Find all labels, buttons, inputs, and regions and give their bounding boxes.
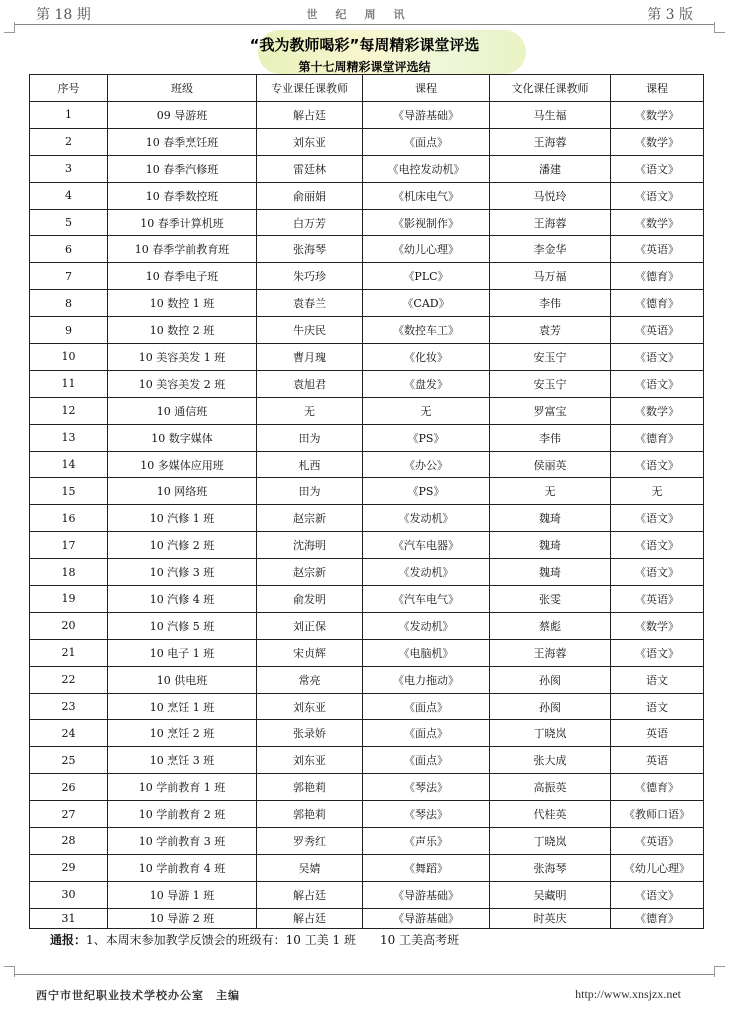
cell-culture-course: 《数学》 xyxy=(611,612,704,639)
table-row xyxy=(30,612,704,639)
cell-culture-course: 《数学》 xyxy=(611,128,704,155)
table-row xyxy=(30,693,704,720)
cell-culture-course: 无 xyxy=(611,478,704,505)
col-header-major-course: 课程 xyxy=(363,75,490,102)
notice-text: 1、本周末参加教学反馈会的班级有：10 工美 1 班 10 工美高考班 xyxy=(86,933,460,947)
cell-index: 28 xyxy=(30,828,108,855)
cell-index: 27 xyxy=(30,801,108,828)
cell-culture-course: 《语文》 xyxy=(611,639,704,666)
cell-class: 10 通信班 xyxy=(108,397,257,424)
cell-culture-teacher: 王海蓉 xyxy=(490,209,611,236)
cell-class: 10 学前教育 3 班 xyxy=(108,828,257,855)
cell-major-teacher: 罗秀红 xyxy=(257,828,363,855)
cell-culture-course: 《数学》 xyxy=(611,397,704,424)
cell-index: 12 xyxy=(30,397,108,424)
cell-culture-teacher: 张雯 xyxy=(490,586,611,613)
crop-mark-top-left xyxy=(4,22,15,33)
cell-major-course: 《PS》 xyxy=(363,478,490,505)
cell-culture-teacher: 丁晓岚 xyxy=(490,828,611,855)
cell-class: 09 导游班 xyxy=(108,102,257,129)
table-row xyxy=(30,586,704,613)
cell-culture-course: 《英语》 xyxy=(611,236,704,263)
cell-index: 11 xyxy=(30,370,108,397)
cell-culture-course: 英语 xyxy=(611,747,704,774)
cell-major-teacher: 刘东亚 xyxy=(257,128,363,155)
cell-culture-course: 《英语》 xyxy=(611,828,704,855)
cell-major-teacher: 刘东亚 xyxy=(257,747,363,774)
cell-major-course: 《琴法》 xyxy=(363,801,490,828)
cell-major-course: 《导游基础》 xyxy=(363,908,490,928)
cell-major-course: 《舞蹈》 xyxy=(363,854,490,881)
table-row xyxy=(30,801,704,828)
cell-index: 29 xyxy=(30,854,108,881)
cell-major-course: 《发动机》 xyxy=(363,559,490,586)
cell-major-teacher: 解占廷 xyxy=(257,102,363,129)
cell-major-teacher: 解占廷 xyxy=(257,908,363,928)
table-row xyxy=(30,774,704,801)
cell-index: 31 xyxy=(30,908,108,928)
cell-major-teacher: 袁春兰 xyxy=(257,290,363,317)
table-row xyxy=(30,559,704,586)
crop-mark-bottom-right xyxy=(714,966,725,977)
crop-mark-bottom-left xyxy=(4,966,15,977)
cell-major-teacher: 张录娇 xyxy=(257,720,363,747)
cell-major-course: 《电力拖动》 xyxy=(363,666,490,693)
table-row xyxy=(30,720,704,747)
header-divider xyxy=(14,24,715,25)
table-row xyxy=(30,102,704,129)
cell-index: 30 xyxy=(30,881,108,908)
cell-class: 10 学前教育 2 班 xyxy=(108,801,257,828)
table-header-row xyxy=(30,75,704,102)
cell-major-teacher: 曹月瑰 xyxy=(257,344,363,371)
cell-major-teacher: 雷廷林 xyxy=(257,155,363,182)
cell-index: 3 xyxy=(30,155,108,182)
cell-culture-course: 《数学》 xyxy=(611,102,704,129)
cell-culture-teacher: 蔡彪 xyxy=(490,612,611,639)
cell-major-teacher: 宋贞辉 xyxy=(257,639,363,666)
page-title: “我为教师喝彩”每周精彩课堂评选 xyxy=(249,36,480,54)
cell-major-teacher: 田为 xyxy=(257,478,363,505)
cell-index: 9 xyxy=(30,317,108,344)
cell-index: 23 xyxy=(30,693,108,720)
table-row xyxy=(30,505,704,532)
cell-major-course: 《面点》 xyxy=(363,720,490,747)
cell-major-teacher: 赵宗新 xyxy=(257,505,363,532)
cell-major-teacher: 沈海明 xyxy=(257,532,363,559)
cell-class: 10 美容美发 2 班 xyxy=(108,370,257,397)
cell-major-course: 《影视制作》 xyxy=(363,209,490,236)
cell-class: 10 烹饪 1 班 xyxy=(108,693,257,720)
cell-major-teacher: 札西 xyxy=(257,451,363,478)
cell-major-course: 《汽车电器》 xyxy=(363,532,490,559)
cell-culture-teacher: 李伟 xyxy=(490,290,611,317)
cell-major-teacher: 白万芳 xyxy=(257,209,363,236)
cell-major-course: 无 xyxy=(363,397,490,424)
footer-divider xyxy=(14,974,715,975)
cell-major-course: 《电脑机》 xyxy=(363,639,490,666)
table-row xyxy=(30,666,704,693)
cell-culture-teacher: 张海琴 xyxy=(490,854,611,881)
cell-culture-course: 《德育》 xyxy=(611,263,704,290)
cell-major-teacher: 俞发明 xyxy=(257,586,363,613)
cell-culture-teacher: 李金华 xyxy=(490,236,611,263)
cell-major-course: 《面点》 xyxy=(363,747,490,774)
cell-culture-teacher: 魏琦 xyxy=(490,559,611,586)
cell-major-teacher: 刘东亚 xyxy=(257,693,363,720)
cell-culture-course: 《英语》 xyxy=(611,586,704,613)
cell-culture-course: 英语 xyxy=(611,720,704,747)
cell-major-course: 《PS》 xyxy=(363,424,490,451)
cell-culture-teacher: 王海蓉 xyxy=(490,128,611,155)
cell-major-course: 《面点》 xyxy=(363,128,490,155)
cell-class: 10 春季烹饪班 xyxy=(108,128,257,155)
table-row xyxy=(30,451,704,478)
cell-culture-teacher: 代桂英 xyxy=(490,801,611,828)
cell-culture-course: 《语文》 xyxy=(611,451,704,478)
cell-culture-teacher: 马悦玲 xyxy=(490,182,611,209)
cell-major-teacher: 朱巧珍 xyxy=(257,263,363,290)
cell-culture-course: 《德育》 xyxy=(611,290,704,317)
cell-culture-course: 《语文》 xyxy=(611,155,704,182)
cell-culture-teacher: 侯丽英 xyxy=(490,451,611,478)
table-row xyxy=(30,128,704,155)
cell-index: 22 xyxy=(30,666,108,693)
cell-culture-course: 《语文》 xyxy=(611,881,704,908)
cell-major-course: 《发动机》 xyxy=(363,505,490,532)
cell-culture-course: 《德育》 xyxy=(611,424,704,451)
cell-class: 10 数字媒体 xyxy=(108,424,257,451)
cell-culture-teacher: 孙阂 xyxy=(490,693,611,720)
cell-culture-course: 《数学》 xyxy=(611,209,704,236)
cell-major-teacher: 袁旭君 xyxy=(257,370,363,397)
cell-major-teacher: 郭艳莉 xyxy=(257,774,363,801)
table-row xyxy=(30,532,704,559)
cell-culture-course: 《德育》 xyxy=(611,774,704,801)
newspaper-name: 世纪周讯 xyxy=(306,8,423,21)
cell-index: 18 xyxy=(30,559,108,586)
cell-class: 10 供电班 xyxy=(108,666,257,693)
cell-culture-teacher: 马万福 xyxy=(490,263,611,290)
table-row xyxy=(30,424,704,451)
cell-class: 10 汽修 3 班 xyxy=(108,559,257,586)
cell-major-course: 《面点》 xyxy=(363,693,490,720)
cell-culture-teacher: 安玉宁 xyxy=(490,370,611,397)
cell-culture-teacher: 魏琦 xyxy=(490,532,611,559)
cell-culture-teacher: 张大成 xyxy=(490,747,611,774)
cell-class: 10 春季计算机班 xyxy=(108,209,257,236)
col-header-index: 序号 xyxy=(30,75,108,102)
cell-major-course: 《化妆》 xyxy=(363,344,490,371)
table-row xyxy=(30,747,704,774)
cell-culture-course: 《语文》 xyxy=(611,532,704,559)
cell-class: 10 多媒体应用班 xyxy=(108,451,257,478)
cell-culture-course: 《语文》 xyxy=(611,370,704,397)
cell-index: 10 xyxy=(30,344,108,371)
cell-culture-course: 《语文》 xyxy=(611,559,704,586)
cell-major-course: 《电控发动机》 xyxy=(363,155,490,182)
page-subtitle: 第十七周精彩课堂评选结 xyxy=(298,60,431,74)
cell-major-teacher: 田为 xyxy=(257,424,363,451)
cell-index: 7 xyxy=(30,263,108,290)
cell-class: 10 汽修 2 班 xyxy=(108,532,257,559)
cell-index: 21 xyxy=(30,639,108,666)
cell-major-course: 《琴法》 xyxy=(363,774,490,801)
cell-class: 10 汽修 4 班 xyxy=(108,586,257,613)
cell-culture-teacher: 李伟 xyxy=(490,424,611,451)
cell-index: 1 xyxy=(30,102,108,129)
cell-culture-teacher: 孙阂 xyxy=(490,666,611,693)
cell-index: 14 xyxy=(30,451,108,478)
cell-class: 10 导游 2 班 xyxy=(108,908,257,928)
table-row xyxy=(30,344,704,371)
cell-class: 10 烹饪 3 班 xyxy=(108,747,257,774)
footer-editor: 西宁市世纪职业技术学校办公室 主编 xyxy=(36,989,240,1002)
crop-mark-top-right xyxy=(714,22,725,33)
cell-class: 10 学前教育 4 班 xyxy=(108,854,257,881)
table-row xyxy=(30,155,704,182)
cell-class: 10 春季汽修班 xyxy=(108,155,257,182)
cell-class: 10 网络班 xyxy=(108,478,257,505)
cell-major-course: 《幼儿心理》 xyxy=(363,236,490,263)
cell-major-course: 《导游基础》 xyxy=(363,102,490,129)
table-row xyxy=(30,828,704,855)
cell-culture-teacher: 王海蓉 xyxy=(490,639,611,666)
cell-index: 19 xyxy=(30,586,108,613)
table-row xyxy=(30,854,704,881)
issue-number: 第 18 期 xyxy=(36,7,91,23)
cell-culture-teacher: 魏琦 xyxy=(490,505,611,532)
cell-class: 10 汽修 1 班 xyxy=(108,505,257,532)
cell-culture-course: 《幼儿心理》 xyxy=(611,854,704,881)
notice-label: 通报： xyxy=(50,933,87,947)
cell-major-teacher: 吴婧 xyxy=(257,854,363,881)
cell-major-course: 《CAD》 xyxy=(363,290,490,317)
cell-major-course: 《PLC》 xyxy=(363,263,490,290)
cell-culture-course: 《语文》 xyxy=(611,344,704,371)
cell-culture-teacher: 无 xyxy=(490,478,611,505)
cell-index: 17 xyxy=(30,532,108,559)
cell-major-course: 《机床电气》 xyxy=(363,182,490,209)
table-row xyxy=(30,881,704,908)
cell-class: 10 春季电子班 xyxy=(108,263,257,290)
cell-index: 2 xyxy=(30,128,108,155)
cell-culture-course: 《德育》 xyxy=(611,908,704,928)
cell-index: 24 xyxy=(30,720,108,747)
cell-culture-course: 《教师口语》 xyxy=(611,801,704,828)
cell-index: 13 xyxy=(30,424,108,451)
table-row xyxy=(30,370,704,397)
notice xyxy=(50,931,459,948)
cell-major-course: 《声乐》 xyxy=(363,828,490,855)
cell-culture-course: 《语文》 xyxy=(611,505,704,532)
table-row xyxy=(30,209,704,236)
cell-major-teacher: 解占廷 xyxy=(257,881,363,908)
cell-major-course: 《数控车工》 xyxy=(363,317,490,344)
cell-culture-teacher: 安玉宁 xyxy=(490,344,611,371)
cell-major-teacher: 赵宗新 xyxy=(257,559,363,586)
table-row xyxy=(30,263,704,290)
cell-culture-teacher: 高振英 xyxy=(490,774,611,801)
cell-class: 10 导游 1 班 xyxy=(108,881,257,908)
cell-culture-teacher: 马生福 xyxy=(490,102,611,129)
cell-index: 8 xyxy=(30,290,108,317)
cell-major-teacher: 俞丽娟 xyxy=(257,182,363,209)
cell-major-course: 《盘发》 xyxy=(363,370,490,397)
cell-class: 10 数控 1 班 xyxy=(108,290,257,317)
cell-index: 16 xyxy=(30,505,108,532)
cell-class: 10 春季数控班 xyxy=(108,182,257,209)
table-row xyxy=(30,317,704,344)
cell-class: 10 汽修 5 班 xyxy=(108,612,257,639)
cell-major-teacher: 无 xyxy=(257,397,363,424)
results-table xyxy=(29,74,704,929)
table-row xyxy=(30,182,704,209)
col-header-culture-course: 课程 xyxy=(611,75,704,102)
col-header-class: 班级 xyxy=(108,75,257,102)
table-body xyxy=(30,102,704,929)
cell-class: 10 烹饪 2 班 xyxy=(108,720,257,747)
cell-class: 10 数控 2 班 xyxy=(108,317,257,344)
cell-index: 4 xyxy=(30,182,108,209)
cell-class: 10 美容美发 1 班 xyxy=(108,344,257,371)
cell-culture-teacher: 袁芳 xyxy=(490,317,611,344)
cell-index: 15 xyxy=(30,478,108,505)
footer-website-link[interactable]: http://www.xnsjzx.net xyxy=(575,987,681,1001)
cell-major-teacher: 牛庆民 xyxy=(257,317,363,344)
page-number: 第 3 版 xyxy=(647,7,693,23)
cell-index: 20 xyxy=(30,612,108,639)
cell-major-teacher: 刘正保 xyxy=(257,612,363,639)
cell-major-teacher: 张海琴 xyxy=(257,236,363,263)
cell-major-course: 《办公》 xyxy=(363,451,490,478)
cell-culture-course: 语文 xyxy=(611,693,704,720)
col-header-major-teacher: 专业课任课教师 xyxy=(257,75,363,102)
cell-major-teacher: 郭艳莉 xyxy=(257,801,363,828)
cell-culture-course: 《语文》 xyxy=(611,182,704,209)
table-row xyxy=(30,397,704,424)
table-row xyxy=(30,639,704,666)
cell-culture-teacher: 丁晓岚 xyxy=(490,720,611,747)
cell-index: 6 xyxy=(30,236,108,263)
cell-index: 25 xyxy=(30,747,108,774)
table-row xyxy=(30,478,704,505)
cell-culture-teacher: 时英庆 xyxy=(490,908,611,928)
table-row xyxy=(30,290,704,317)
cell-culture-course: 语文 xyxy=(611,666,704,693)
cell-class: 10 春季学前教育班 xyxy=(108,236,257,263)
cell-major-teacher: 常亮 xyxy=(257,666,363,693)
cell-major-course: 《导游基础》 xyxy=(363,881,490,908)
cell-culture-teacher: 罗富宝 xyxy=(490,397,611,424)
cell-index: 5 xyxy=(30,209,108,236)
cell-index: 26 xyxy=(30,774,108,801)
table-row xyxy=(30,236,704,263)
cell-culture-teacher: 潘建 xyxy=(490,155,611,182)
cell-culture-teacher: 吴藏明 xyxy=(490,881,611,908)
cell-major-course: 《汽车电气》 xyxy=(363,586,490,613)
cell-class: 10 学前教育 1 班 xyxy=(108,774,257,801)
table-row xyxy=(30,908,704,928)
cell-major-course: 《发动机》 xyxy=(363,612,490,639)
cell-culture-course: 《英语》 xyxy=(611,317,704,344)
cell-class: 10 电子 1 班 xyxy=(108,639,257,666)
col-header-culture-teacher: 文化课任课教师 xyxy=(490,75,611,102)
